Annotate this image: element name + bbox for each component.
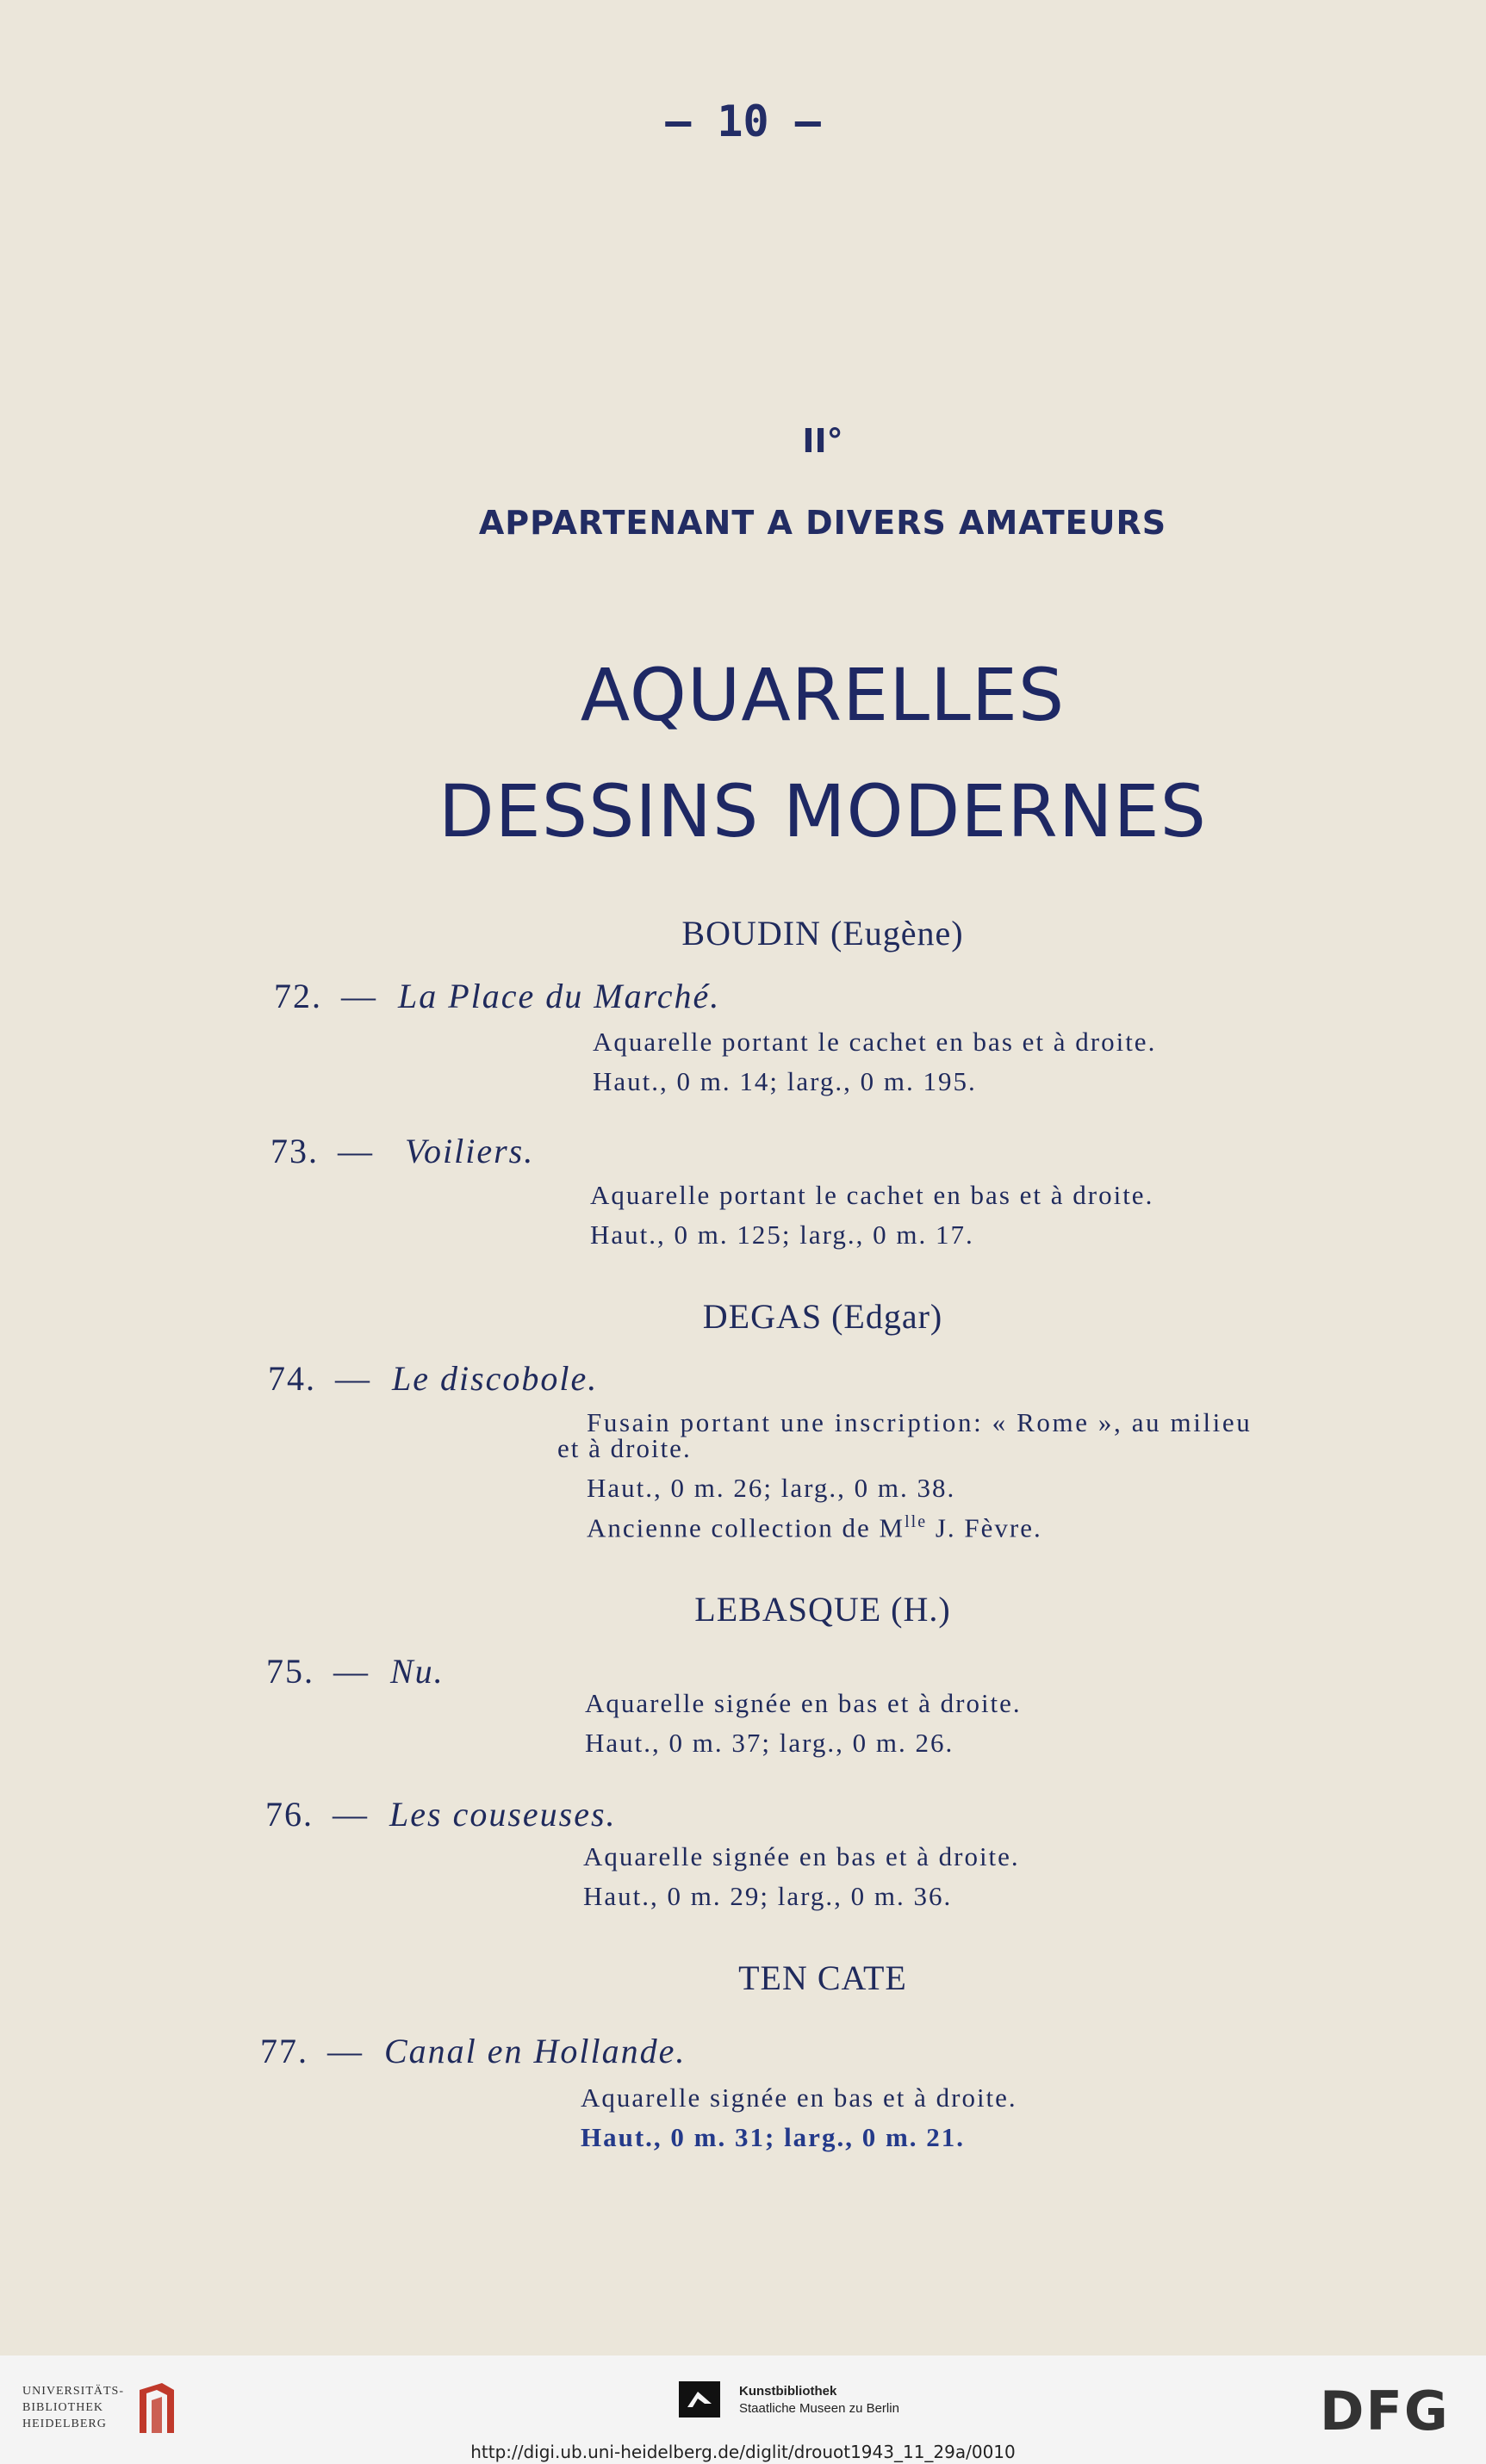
lot-description: Fusain portant une inscription: « Rome », au milieu (587, 1407, 1253, 1437)
lot-dash: — (333, 1795, 369, 1834)
lot-number: 73. (270, 1132, 319, 1170)
artist-heading: DEGAS (Edgar) (702, 1297, 943, 1336)
lot-title: Canal en Hollande. (384, 2032, 687, 2070)
ub-heidelberg-logo-icon[interactable] (136, 2381, 177, 2436)
lot-75 (266, 1651, 445, 1691)
lot-number: 77. (260, 2032, 308, 2070)
ub-heidelberg-logo-text[interactable]: UNIVERSITÄTS- BIBLIOTHEK HEIDELBERG (22, 2385, 124, 2430)
footer-bar (0, 2355, 1486, 2464)
lot-dimensions: Haut., 0 m. 37; larg., 0 m. 26. (585, 1728, 954, 1758)
lot-dimensions: Haut., 0 m. 26; larg., 0 m. 38. (587, 1473, 956, 1503)
lot-74 (268, 1358, 598, 1399)
lot-dimensions: Haut., 0 m. 31; larg., 0 m. 21. (581, 2122, 966, 2152)
section-owner: APPARTENANT A DIVERS AMATEURS (478, 504, 1167, 542)
lot-description: Aquarelle portant le cachet en bas et à droite. (590, 1180, 1154, 1210)
artist-heading: TEN CATE (738, 1958, 907, 1997)
lot-dimensions: Haut., 0 m. 29; larg., 0 m. 36. (583, 1881, 953, 1911)
artist-heading: BOUDIN (Eugène) (681, 914, 964, 953)
page-url[interactable]: http://digi.ub.uni-heidelberg.de/diglit/drouot1943_11_29a/0010 (470, 2442, 1016, 2462)
section-title-line2: DESSINS MODERNES (438, 769, 1207, 853)
lot-title: Le discobole. (392, 1359, 599, 1398)
lot-dash: — (338, 1132, 374, 1170)
lot-number: 76. (265, 1795, 314, 1834)
lot-dash: — (341, 977, 377, 1015)
lot-dash: — (335, 1359, 371, 1398)
section-part: II° (802, 422, 843, 460)
lot-number: 75. (266, 1652, 314, 1691)
artist-heading: LEBASQUE (H.) (694, 1590, 951, 1629)
kunstbibliothek-logo-text[interactable]: Kunstbibliothek Staatliche Museen zu Berlin (739, 2384, 899, 2416)
lot-number: 72. (274, 977, 322, 1015)
lot-description: Aquarelle signée en bas et à droite. (581, 2082, 1017, 2113)
lot-title: La Place du Marché. (398, 977, 721, 1015)
page-number: — 10 — (665, 96, 821, 146)
lot-description: Aquarelle signée en bas et à droite. (585, 1688, 1022, 1718)
lot-72 (274, 976, 720, 1016)
section-title-line1: AQUARELLES (580, 653, 1066, 737)
lot-description: Aquarelle signée en bas et à droite. (583, 1841, 1020, 1871)
lot-dimensions: Haut., 0 m. 125; larg., 0 m. 17. (590, 1220, 974, 1250)
dfg-logo[interactable]: DFG (1320, 2380, 1450, 2442)
lot-title: Nu. (390, 1652, 445, 1691)
kunstbibliothek-logo-icon[interactable] (679, 2381, 720, 2417)
lot-77 (260, 2031, 686, 2071)
lot-dash: — (333, 1652, 370, 1691)
lot-title: Voiliers. (405, 1132, 535, 1170)
lot-dash: — (327, 2032, 364, 2070)
lot-provenance: Ancienne collection de $M^{lle}$ J. Fèvre. (587, 1512, 1042, 1543)
lot-title: Les couseuses. (389, 1795, 617, 1834)
lot-76 (265, 1794, 617, 1834)
lot-73 (270, 1131, 534, 1171)
lot-description-cont: et à droite. (557, 1433, 692, 1463)
lot-number: 74. (268, 1359, 316, 1398)
lot-dimensions: Haut., 0 m. 14; larg., 0 m. 195. (593, 1066, 977, 1096)
lot-description: Aquarelle portant le cachet en bas et à droite. (593, 1027, 1157, 1057)
